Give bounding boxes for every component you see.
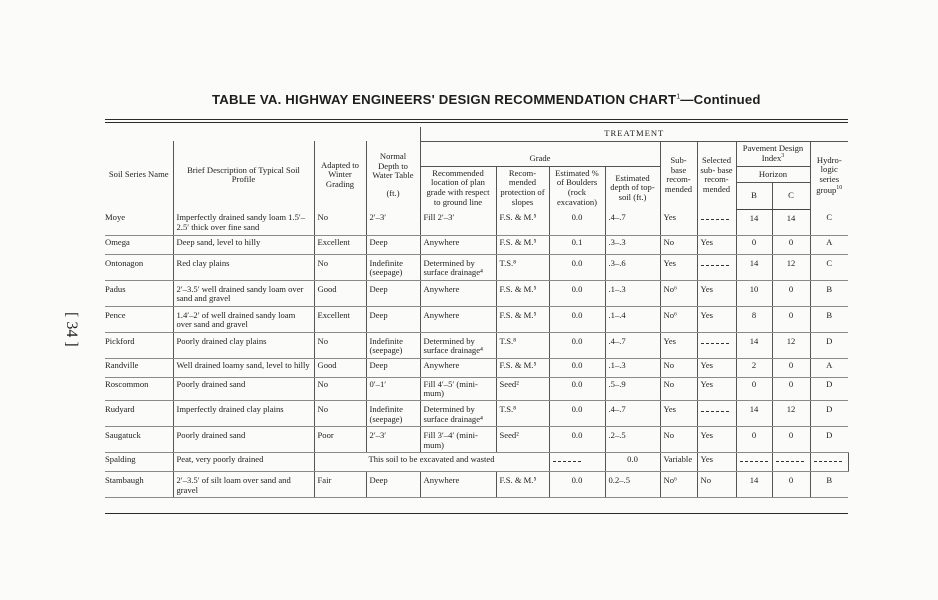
slope-protection: F.S. & M.⁵ (496, 358, 549, 377)
plan-grade-location: Anywhere (420, 235, 496, 254)
boulders-percent: 0.1 (549, 235, 605, 254)
horizon-header: Horizon (736, 166, 810, 182)
soil-description: 2′–3.5′ of silt loam over sand and gravel (173, 471, 314, 497)
boulders-percent: 0.0 (549, 471, 605, 497)
subbase-recommended: No⁶ (660, 306, 697, 332)
subbase-recommended: No (660, 358, 697, 377)
table-row (105, 377, 848, 400)
pavement-index-c: 0 (772, 377, 810, 400)
soil-name: Ontonagon (105, 254, 173, 280)
soil-description: 1.4′–2′ of well drained sandy loam over sand and gravel (173, 306, 314, 332)
water-table-header: Normal Depth to Water Table (ft.) (366, 141, 420, 209)
selected-subbase: Yes (697, 377, 736, 400)
selected-subbase-header: Selected sub- base recom- mended (697, 141, 736, 209)
winter-grading: Excellent (314, 235, 366, 254)
water-table-depth: Deep (366, 471, 420, 497)
plan-grade-location: Anywhere (420, 471, 496, 497)
winter-grading: Good (314, 358, 366, 377)
blank-dash (776, 455, 804, 462)
soil-name: Moye (105, 209, 173, 235)
pavement-index-c: 12 (772, 254, 810, 280)
subbase-recommended: Yes (697, 452, 736, 471)
top-rule (105, 119, 848, 120)
blank-dash (701, 405, 729, 412)
winter-grading: Poor (314, 426, 366, 452)
pavement-index-b: 14 (736, 471, 772, 497)
subbase-header: Sub- base recom- mended (660, 141, 697, 209)
soil-name: Pence (105, 306, 173, 332)
soil-description: Red clay plains (173, 254, 314, 280)
water-table-depth: Indefinite (seepage) (366, 254, 420, 280)
pavement-index-c: 0 (772, 280, 810, 306)
hydrologic-group: B (810, 471, 848, 497)
selected-subbase (697, 209, 736, 235)
topsoil-depth: .3–.3 (605, 235, 660, 254)
hydrologic-group: C (810, 254, 848, 280)
boulders-percent: 0.0 (549, 254, 605, 280)
hydrologic-group: A (810, 358, 848, 377)
slope-protection: F.S. & M.⁵ (496, 306, 549, 332)
pavement-index-b: 14 (736, 400, 772, 426)
pavement-index-b: 8 (736, 306, 772, 332)
topsoil-depth: .1–.3 (605, 280, 660, 306)
winter-grading: No (314, 332, 366, 358)
page-title: TABLE VA. HIGHWAY ENGINEERS' DESIGN RECOMMENDATION CHART$^1$—Continued (212, 92, 761, 107)
blank-dash (701, 259, 729, 266)
slope-protection: T.S.⁸ (496, 332, 549, 358)
selected-subbase: Yes (697, 426, 736, 452)
topsoil-depth: .2–.5 (605, 426, 660, 452)
slope-protection (549, 452, 605, 471)
selected-subbase: Yes (697, 306, 736, 332)
pavement-index-c: 12 (772, 332, 810, 358)
soil-name: Stambaugh (105, 471, 173, 497)
blank-dash (701, 213, 729, 220)
subbase-recommended: Yes (660, 209, 697, 235)
pavement-header: Pavement Design Index$^3$ (736, 141, 810, 166)
hydrologic-group: D (810, 377, 848, 400)
water-table-depth: Deep (366, 280, 420, 306)
slope-protection: F.S. & M.⁵ (496, 280, 549, 306)
plan-grade-location: Anywhere (420, 358, 496, 377)
pavement-index-b: 14 (736, 254, 772, 280)
pavement-index-c: 0 (772, 306, 810, 332)
pavement-index-c: 0 (772, 235, 810, 254)
boulders-percent: 0.0 (549, 400, 605, 426)
recommendation-table (105, 127, 848, 498)
soil-name: Roscommon (105, 377, 173, 400)
pavement-index-c (810, 452, 848, 471)
pavement-index-c: 14 (772, 209, 810, 235)
boulders-percent: 0.0 (549, 377, 605, 400)
topsoil-depth: Variable (660, 452, 697, 471)
subbase-recommended: No⁶ (660, 280, 697, 306)
topsoil-depth: .1–.4 (605, 306, 660, 332)
treatment-header: TREATMENT (420, 127, 848, 141)
hydrologic-group: B (810, 280, 848, 306)
table-row (105, 280, 848, 306)
winter-grading: Fair (314, 471, 366, 497)
slope-protection: T.S.⁸ (496, 400, 549, 426)
winter-grading: Excellent (314, 306, 366, 332)
selected-subbase (697, 332, 736, 358)
topsoil-depth: .3–.6 (605, 254, 660, 280)
slope-protection: Seed² (496, 426, 549, 452)
soil-description: 2′–3.5′ well drained sandy loam over sand and gravel (173, 280, 314, 306)
soil-name: Randville (105, 358, 173, 377)
soil-name: Omega (105, 235, 173, 254)
table-row (105, 471, 848, 497)
water-table-depth: 2′–3′ (366, 426, 420, 452)
pavement-index-b: 0 (736, 377, 772, 400)
selected-subbase: Yes (697, 358, 736, 377)
slope-protection: F.S. & M.⁵ (496, 209, 549, 235)
soil-name: Spalding (105, 452, 173, 471)
table-row (105, 235, 848, 254)
plan-grade-location: Determined by surface drainage⁴ (420, 400, 496, 426)
soil-description: Imperfectly drained clay plains (173, 400, 314, 426)
plan-grade-location: Fill 2′–3′ (420, 209, 496, 235)
winter-grading: No (314, 209, 366, 235)
water-table-depth: 2′–3′ (366, 209, 420, 235)
hydrologic-group: C (810, 209, 848, 235)
slope-protection: T.S.⁸ (496, 254, 549, 280)
plan-grade-location: Fill 3′–4′ (mini- mum) (420, 426, 496, 452)
winter-grading: Good (314, 280, 366, 306)
pavement-index-b: 0 (736, 426, 772, 452)
table-row (105, 452, 848, 471)
table-row (105, 358, 848, 377)
water-table-depth: Indefinite (seepage) (366, 332, 420, 358)
boulders-percent: 0.0 (549, 358, 605, 377)
table-row (105, 254, 848, 280)
blank-dash (553, 455, 581, 462)
boulders-percent: 0.0 (549, 280, 605, 306)
table-row (105, 400, 848, 426)
pavement-index-b: 14 (736, 209, 772, 235)
table-row (105, 209, 848, 235)
table-row (105, 306, 848, 332)
topsoil-depth: .4–.7 (605, 400, 660, 426)
subbase-recommended: No (660, 377, 697, 400)
boulders-percent: 0.0 (605, 452, 660, 471)
top-rule-double (105, 122, 848, 123)
soil-description: Peat, very poorly drained (173, 452, 314, 471)
slope-protection: Seed² (496, 377, 549, 400)
soil-name: Pickford (105, 332, 173, 358)
plan-location-header: Recommended location of plan grade with respect to ground line (420, 166, 496, 209)
winter-grading-header: Adapted to Winter Grading (314, 141, 366, 209)
grade-header: Grade (420, 141, 660, 166)
boulders-percent: 0.0 (549, 209, 605, 235)
blank-dash (701, 337, 729, 344)
boulders-header: Estimated % of Boulders (rock excavation) (549, 166, 605, 209)
topsoil-depth: .4–.7 (605, 332, 660, 358)
pavement-index-c: 0 (772, 426, 810, 452)
topsoil-header: Estimated depth of top-soil (ft.) (605, 166, 660, 209)
plan-grade-location: Determined by surface drainage⁴ (420, 254, 496, 280)
plan-grade-location: Anywhere (420, 280, 496, 306)
soil-series-header: Soil Series Name (108, 169, 169, 180)
soil-name: Rudyard (105, 400, 173, 426)
subbase-recommended: No (660, 426, 697, 452)
subbase-recommended: Yes (660, 400, 697, 426)
pavement-index-b: 2 (736, 358, 772, 377)
water-table-depth: Deep (366, 235, 420, 254)
selected-subbase: No (697, 471, 736, 497)
bottom-rule (105, 513, 848, 514)
horizon-b-header: B (736, 182, 772, 209)
plan-grade-location: Fill 4′–5′ (mini- mum) (420, 377, 496, 400)
hydrologic-group: D (810, 332, 848, 358)
topsoil-depth: .5–.9 (605, 377, 660, 400)
selected-subbase (736, 452, 772, 471)
soil-description: Poorly drained clay plains (173, 332, 314, 358)
water-table-depth: Indefinite (seepage) (366, 400, 420, 426)
winter-grading: No (314, 400, 366, 426)
horizon-c-header: C (772, 182, 810, 209)
soil-name: Saugatuck (105, 426, 173, 452)
boulders-percent: 0.0 (549, 306, 605, 332)
water-table-depth: 0′–1′ (366, 377, 420, 400)
subbase-recommended: Yes (660, 332, 697, 358)
topsoil-depth: 0.2–.5 (605, 471, 660, 497)
subbase-recommended: Yes (660, 254, 697, 280)
hydrologic-group: D (810, 400, 848, 426)
blank-dash (740, 455, 768, 462)
pavement-index-c: 12 (772, 400, 810, 426)
subbase-recommended: No (660, 235, 697, 254)
selected-subbase: Yes (697, 280, 736, 306)
plan-grade-location: Determined by surface drainage⁴ (420, 332, 496, 358)
table-row (105, 332, 848, 358)
soil-description: Imperfectly drained sandy loam 1.5′–2.5′ thick over fine sand (173, 209, 314, 235)
topsoil-depth: .1–.3 (605, 358, 660, 377)
winter-grading: No (314, 254, 366, 280)
soil-name: Padus (105, 280, 173, 306)
boulders-percent: 0.0 (549, 426, 605, 452)
description-header: Brief Description of Typical Soil Profile (173, 141, 314, 209)
hydrologic-group: D (810, 426, 848, 452)
pavement-index-b: 10 (736, 280, 772, 306)
blank-dash (814, 455, 842, 462)
slope-protection-header: Recom- mended protection of slopes (496, 166, 549, 209)
header-row-treatment (105, 127, 848, 141)
pavement-index-c: 0 (772, 471, 810, 497)
table-row (105, 426, 848, 452)
boulders-percent: 0.0 (549, 332, 605, 358)
soil-description: Poorly drained sand (173, 426, 314, 452)
selected-subbase (697, 254, 736, 280)
pavement-index-b: 0 (736, 235, 772, 254)
pavement-index-b: 14 (736, 332, 772, 358)
hydrologic-group: A (810, 235, 848, 254)
soil-description: Poorly drained sand (173, 377, 314, 400)
soil-description: Well drained loamy sand, level to hilly (173, 358, 314, 377)
excavation-note: This soil to be excavated and wasted (314, 452, 549, 471)
pavement-index-c: 0 (772, 358, 810, 377)
hydro-header: Hydro- logic series group$^{10}$ (810, 141, 848, 209)
plan-grade-location: Anywhere (420, 306, 496, 332)
selected-subbase (697, 400, 736, 426)
selected-subbase: Yes (697, 235, 736, 254)
page-number: [ 34 ] (63, 312, 80, 347)
soil-description: Deep sand, level to hilly (173, 235, 314, 254)
subbase-recommended: No⁶ (660, 471, 697, 497)
slope-protection: F.S. & M.⁵ (496, 235, 549, 254)
winter-grading: No (314, 377, 366, 400)
topsoil-depth: .4–.7 (605, 209, 660, 235)
header-row-grade (105, 141, 848, 166)
water-table-depth: Deep (366, 358, 420, 377)
slope-protection: F.S. & M.⁵ (496, 471, 549, 497)
water-table-depth: Deep (366, 306, 420, 332)
pavement-index-b (772, 452, 810, 471)
hydrologic-group: B (810, 306, 848, 332)
